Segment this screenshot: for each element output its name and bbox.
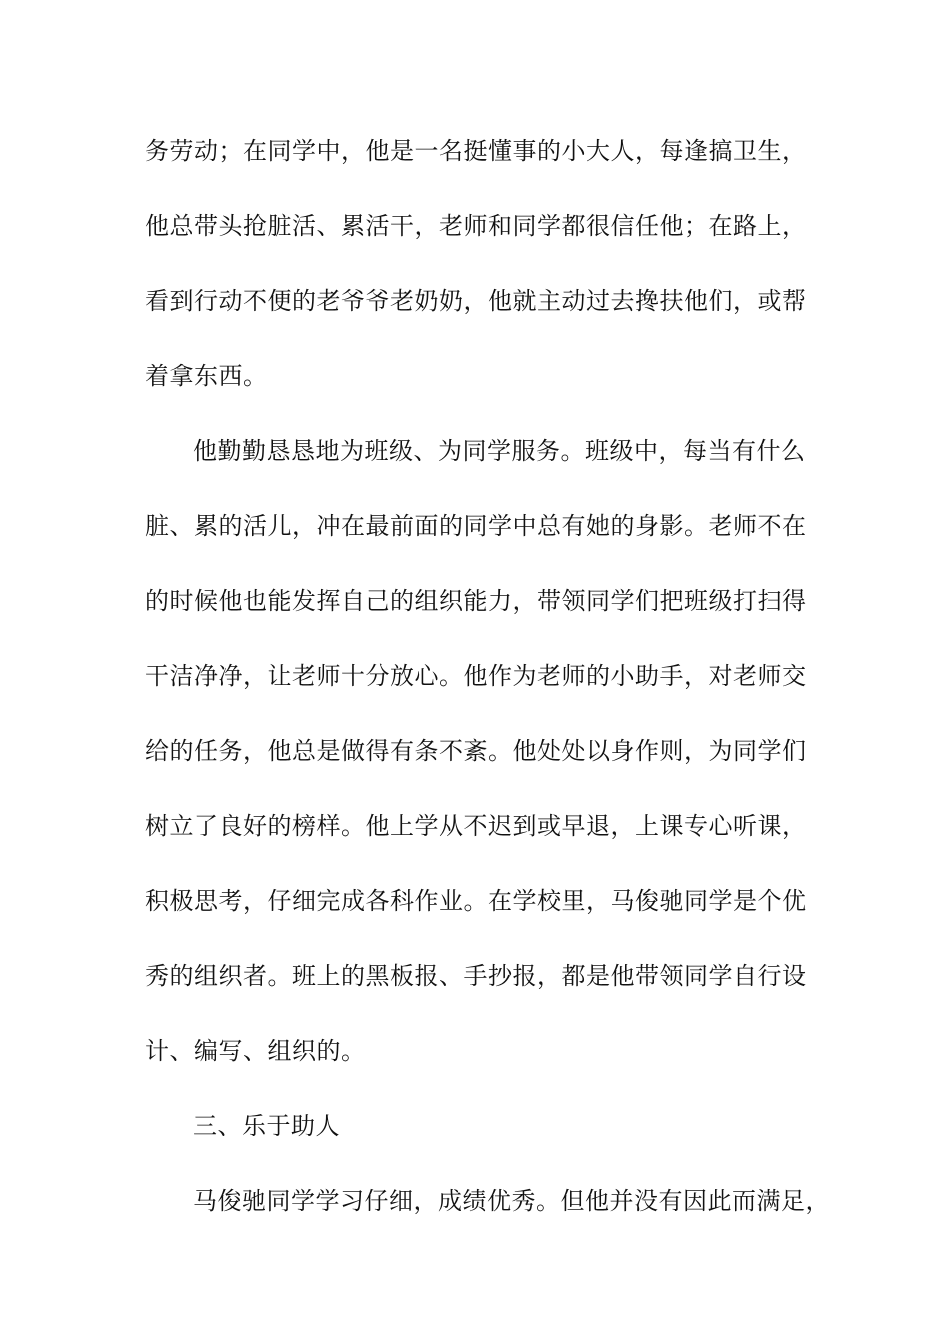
text-line: 树立了良好的榜样。他上学从不迟到或早退，上课专心听课， <box>145 812 807 840</box>
text-line: 着拿东西。 <box>145 362 268 390</box>
text-line: 计、编写、组织的。 <box>145 1037 366 1065</box>
text-line: 脏、累的活儿，冲在最前面的同学中总有她的身影。老师不在 <box>145 512 807 540</box>
paragraph-start-line: 马俊驰同学学习仔细，成绩优秀。但他并没有因此而满足， <box>193 1187 830 1215</box>
text-line: 秀的组织者。班上的黑板报、手抄报，都是他带领同学自行设 <box>145 962 807 990</box>
text-line: 干洁净净，让老师十分放心。他作为老师的小助手，对老师交 <box>145 662 807 690</box>
text-line: 他总带头抢脏活、累活干，老师和同学都很信任他；在路上， <box>145 212 807 240</box>
text-line: 给的任务，他总是做得有条不紊。他处处以身作则，为同学们 <box>145 737 807 765</box>
text-line: 的时候他也能发挥自己的组织能力，带领同学们把班级打扫得 <box>145 587 807 615</box>
text-line: 看到行动不便的老爷爷老奶奶，他就主动过去搀扶他们，或帮 <box>145 287 807 315</box>
text-line: 务劳动；在同学中，他是一名挺懂事的小大人，每逢搞卫生， <box>145 137 807 165</box>
paragraph-start-line: 他勤勤恳恳地为班级、为同学服务。班级中，每当有什么 <box>193 437 806 465</box>
text-line: 积极思考，仔细完成各科作业。在学校里，马俊驰同学是个优 <box>145 887 807 915</box>
section-heading: 三、乐于助人 <box>193 1112 340 1140</box>
